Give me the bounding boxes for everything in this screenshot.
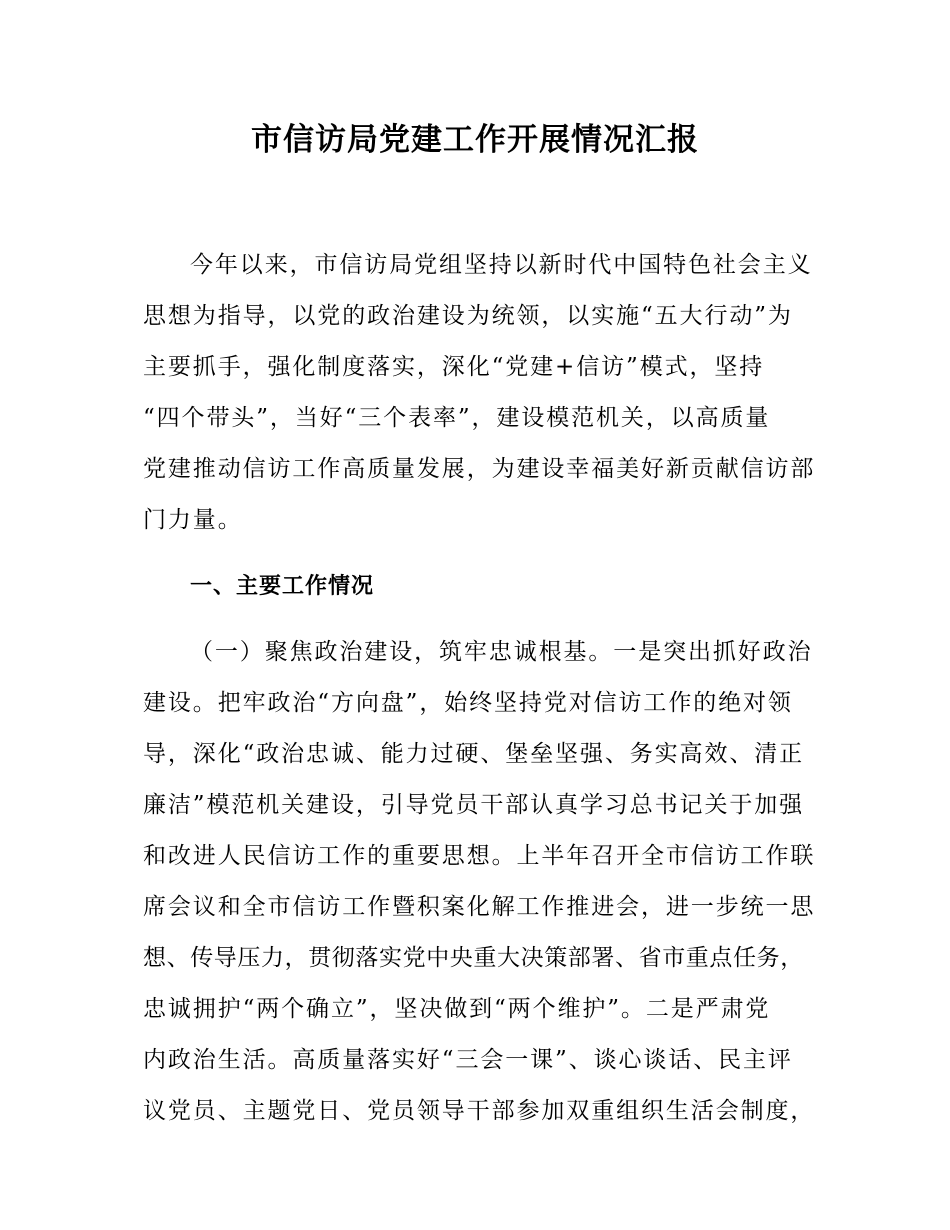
section-line-1: （一）聚焦政治建设，筑牢忠诚根基。一是突出抓好政治 <box>190 639 813 665</box>
section-line-2: 建设。把牢政治“方向盘”，始终坚持党对信访工作的绝对领 <box>143 690 793 716</box>
section-line-7: 想、传导压力，贯彻落实党中央重大决策部署、省市重点任务， <box>143 945 804 971</box>
section-line-8: 忠诚拥护“两个确立”，坚决做到“两个维护”。二是严肃党 <box>143 996 771 1022</box>
intro-line-2: 思想为指导，以党的政治建设为统领，以实施“五大行动”为 <box>143 303 793 329</box>
section-line-9: 内政治生活。高质量落实好“三会一课”、谈心谈话、民主评 <box>143 1047 793 1073</box>
section-line-3: 导，深化“政治忠诚、能力过硬、堡垒坚强、务实高效、清正 <box>143 741 805 767</box>
intro-line-4: “四个带头”，当好“三个表率”，建设模范机关，以高质量 <box>143 405 771 431</box>
section-line-5: 和改进人民信访工作的重要思想。上半年召开全市信访工作联 <box>143 843 816 869</box>
section-line-6: 席会议和全市信访工作暨积案化解工作推进会，进一步统一思 <box>143 894 816 920</box>
intro-line-1: 今年以来，市信访局党组坚持以新时代中国特色社会主义 <box>190 252 813 278</box>
section-line-10: 议党员、主题党日、党员领导干部参加双重组织生活会制度， <box>143 1098 816 1124</box>
intro-line-5: 党建推动信访工作高质量发展，为建设幸福美好新贡献信访部 <box>143 456 816 482</box>
section-heading: 一、主要工作情况 <box>190 574 375 599</box>
document-title: 市信访局党建工作开展情况汇报 <box>251 122 699 158</box>
section-line-4: 廉洁”模范机关建设，引导党员干部认真学习总书记关于加强 <box>143 792 805 818</box>
intro-line-3: 主要抓手，强化制度落实，深化“党建+信访”模式，坚持 <box>143 354 765 380</box>
intro-line-6: 门力量。 <box>143 507 243 533</box>
